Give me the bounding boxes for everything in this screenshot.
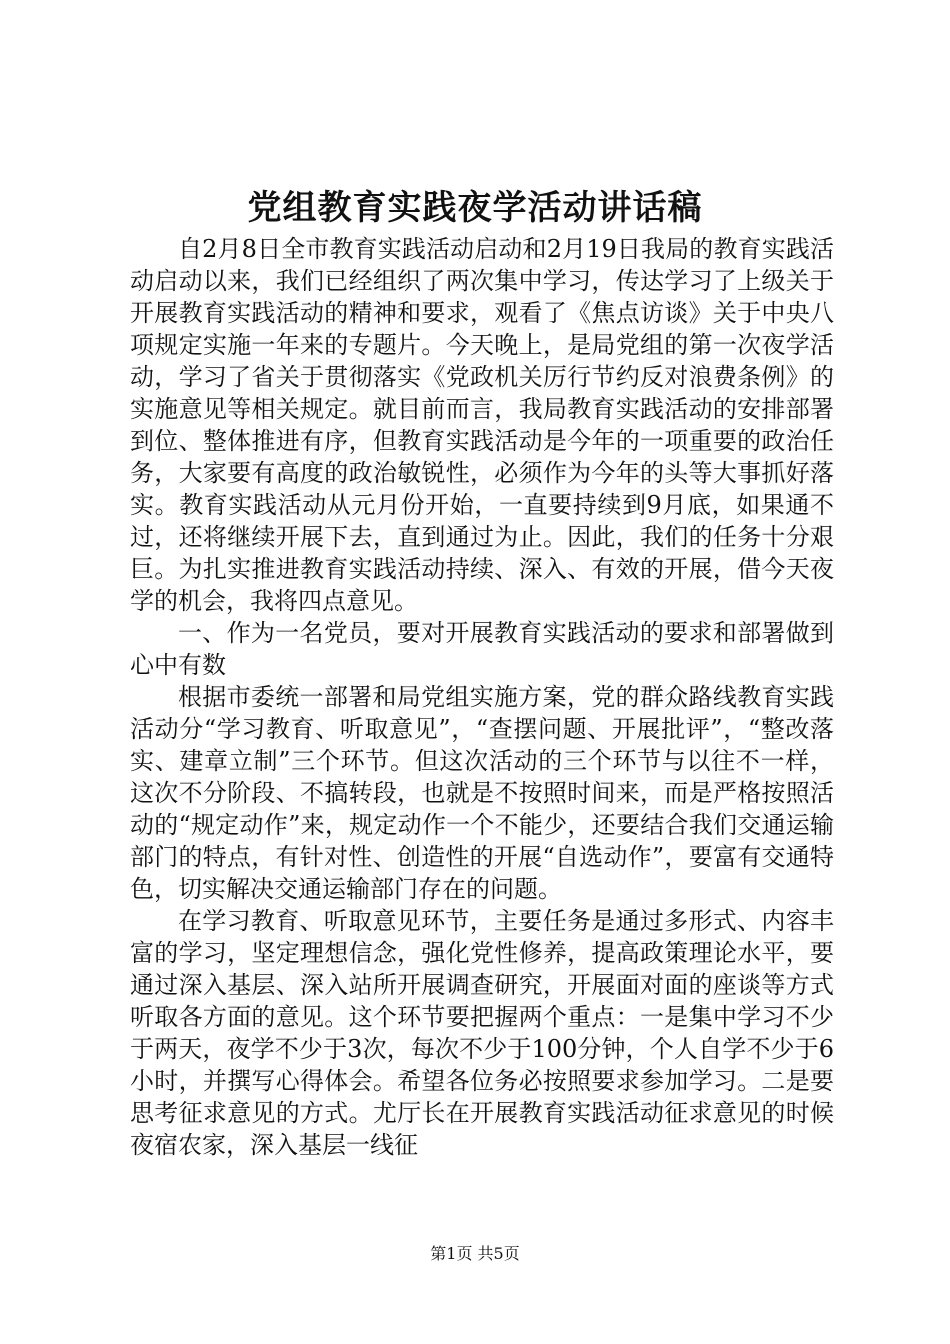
paragraph-intro: 自2月8日全市教育实践活动启动和2月19日我局的教育实践活动启动以来，我们已经组织了两次集中学习，传达学习了上级关于开展教育实践活动的精神和要求，观看了《焦点访谈》关于中央八项规定实施一年来的专题片。今天晚上，是局党组的第一次夜学活动，学习了省关于贯彻落实《党政机关厉行节约反对浪费条例》的实施意见等相关规定。就目前而言，我局教育实践活动的安排部署到位、整体推进有序，但教育实践活动是今年的一项重要的政治任务，大家要有高度的政治敏锐性，必须作为今年的头等大事抓好落实。教育实践活动从元月份开始，一直要持续到9月底，如果通不过，还将继续开展下去，直到通过为止。因此，我们的任务十分艰巨。为扎实推进教育实践活动持续、深入、有效的开展，借今天夜学的机会，我将四点意见。 xyxy=(130,235,834,615)
document-title: 党组教育实践夜学活动讲话稿 xyxy=(247,188,703,228)
paragraph-section-1-study: 在学习教育、听取意见环节，主要任务是通过多形式、内容丰富的学习，坚定理想信念，强化党性修养，提高政策理论水平，要通过深入基层、深入站所开展调查研究，开展面对面的座谈等方式听取各方面的意见。这个环节要把握两个重点：一是集中学习不少于两天，夜学不少于3次，每次不少于100分钟，个人自学不少于6小时，并撰写心得体会。希望各位务必按照要求参加学习。二是要思考征求意见的方式。尤厅长在开展教育实践活动征求意见的时候夜宿农家，深入基层一线征 xyxy=(130,907,834,1159)
page-footer: 第1页 共5页 xyxy=(430,1244,520,1263)
document-body xyxy=(130,233,834,1161)
paragraph-section-heading-1: 一、作为一名党员，要对开展教育实践活动的要求和部署做到心中有数 xyxy=(130,619,834,679)
paragraph-section-1-body: 根据市委统一部署和局党组实施方案，党的群众路线教育实践活动分“学习教育、听取意见”，“查摆问题、开展批评”，“整改落实、建章立制”三个环节。但这次活动的三个环节与以往不一样，这次不分阶段、不搞转段，也就是不按照时间来，而是严格按照活动的“规定动作”来，规定动作一个不能少，还要结合我们交通运输部门的特点，有针对性、创造性的开展“自选动作”，要富有交通特色，切实解决交通运输部门存在的问题。 xyxy=(130,683,834,903)
